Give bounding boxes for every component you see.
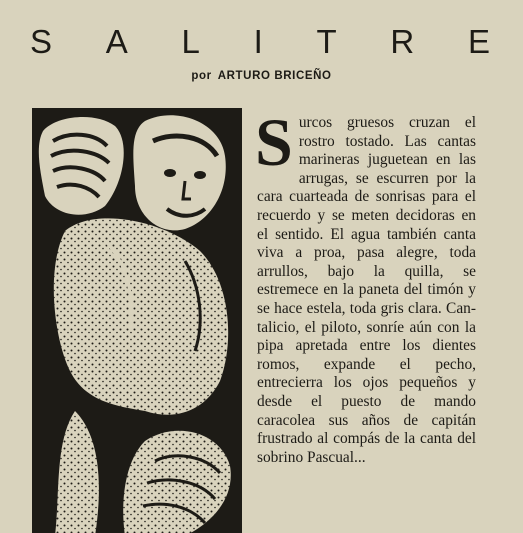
title-letter: A xyxy=(105,23,128,60)
title-letter: I xyxy=(253,23,263,60)
article-title xyxy=(30,22,490,62)
byline-author: ARTURO BRICEÑO xyxy=(217,70,332,82)
title-letter: R xyxy=(390,23,415,60)
article-paragraph: urcos gruesos cruzan el rostro tostado. Las cantas marineras juguetean en las arrugas, se escurren por la cara cuarteada de sonrisas para el recuerdo y se meten decidoras en el sentido. El agua también canta viva a proa, pasa alegre, toda arrullos, bajo la quilla, se estremece en la paneta del timón y se hace estela, toda gris clara. Cantalicio, el piloto, sonríe aún con la pipa apretada entre los dientes romos, expande el pecho, entrecierra los ojos pequeños y desde el puesto de mando caracolea sus años de capitán frustrado al compás de la canta del sobrino Pascual... xyxy=(257,114,476,466)
byline xyxy=(0,70,523,82)
article-body xyxy=(255,104,476,467)
woodcut-illustration xyxy=(32,108,242,533)
title-letter: L xyxy=(181,23,200,60)
title-letter: S xyxy=(30,23,53,60)
byline-prefix: por xyxy=(191,70,212,82)
title-letter: T xyxy=(316,23,337,60)
drop-cap: S xyxy=(255,104,293,180)
title-letter: E xyxy=(467,23,490,60)
